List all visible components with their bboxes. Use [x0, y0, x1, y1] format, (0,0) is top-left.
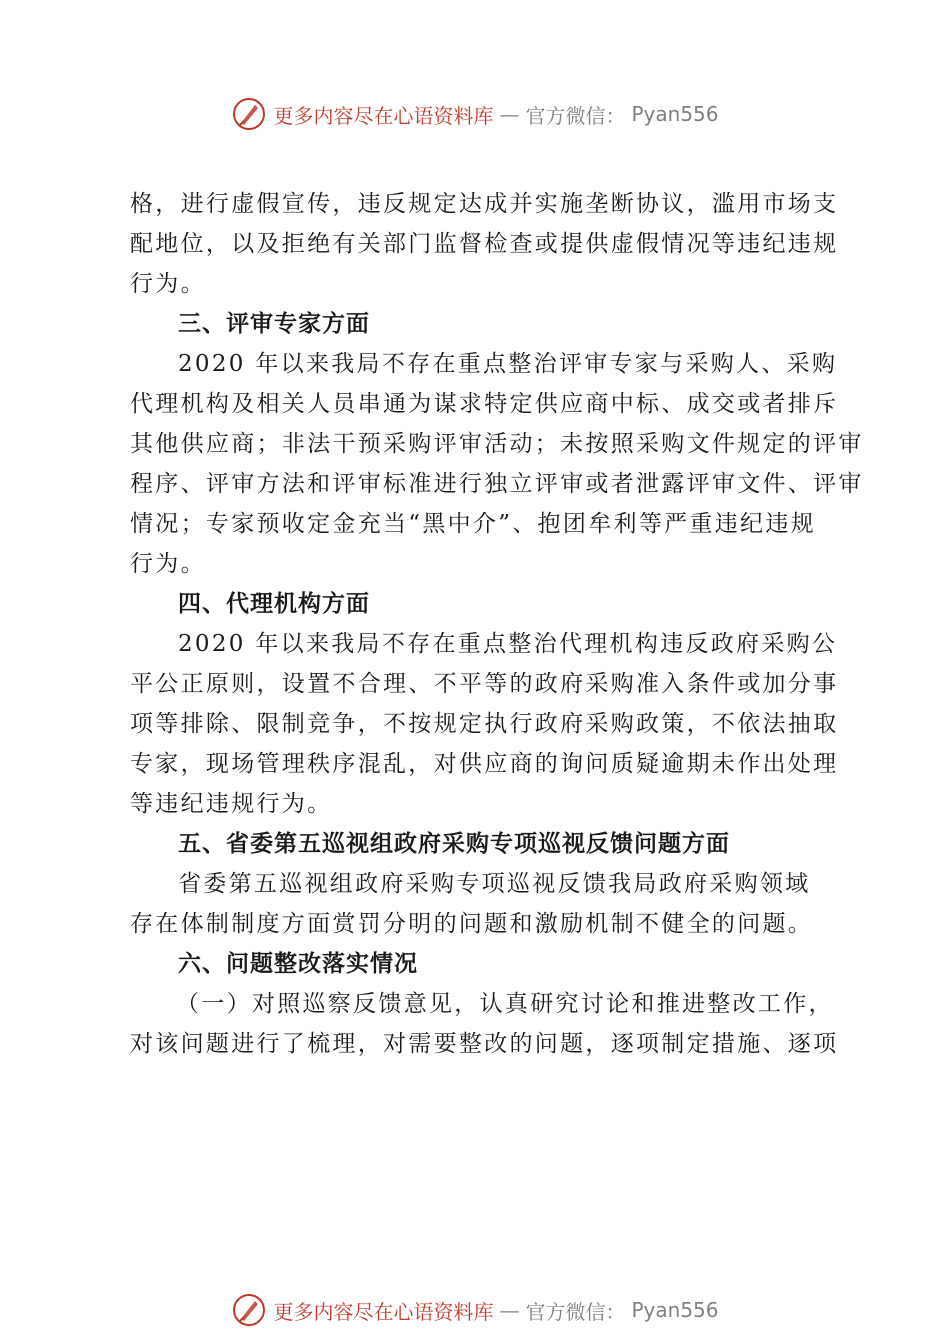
header-watermark-banner: [0, 92, 950, 136]
banner-separator: —: [499, 1298, 520, 1322]
paragraph-line: 省委第五巡视组政府采购专项巡视反馈我局政府采购领域: [178, 871, 811, 897]
feather-pen-icon: [231, 1292, 267, 1328]
banner-separator: —: [499, 102, 520, 126]
section-heading-6: 六、问题整改落实情况: [178, 951, 418, 977]
banner-wechat-id: Pyan556: [631, 102, 719, 126]
paragraph-line: 程序、评审方法和评审标准进行独立评审或者泄露评审文件、评审: [130, 471, 864, 497]
paragraph-line: 对该问题进行了梳理，对需要整改的问题，逐项制定措施、逐项: [130, 1031, 839, 1057]
banner-wechat-id: Pyan556: [631, 1298, 719, 1322]
paragraph-line: 其他供应商；非法干预采购评审活动；未按照采购文件规定的评审: [130, 431, 864, 457]
paragraph-line: 存在体制制度方面赏罚分明的问题和激励机制不健全的问题。: [130, 911, 814, 937]
document-body: [130, 184, 864, 1064]
paragraph-line: （一）对照巡察反馈意见，认真研究讨论和推进整改工作，: [176, 991, 834, 1017]
paragraph-line: 等违纪违规行为。: [130, 791, 333, 817]
paragraph-line: 2020 年以来我局不存在重点整治评审专家与采购人、采购: [178, 351, 838, 377]
section-heading-5: 五、省委第五巡视组政府采购专项巡视反馈问题方面: [178, 831, 730, 857]
section-heading-3: 三、评审专家方面: [178, 311, 370, 337]
paragraph-line: 行为。: [130, 551, 206, 577]
paragraph-line: 专家，现场管理秩序混乱，对供应商的询问质疑逾期未作出处理: [130, 751, 839, 777]
paragraph-line: 代理机构及相关人员串通为谋求特定供应商中标、成交或者排斥: [130, 391, 839, 417]
banner-official-label: 官方微信：: [525, 1299, 626, 1324]
paragraph-line: 配地位，以及拒绝有关部门监督检查或提供虚假情况等违纪违规: [130, 231, 839, 257]
paragraph-line: 情况；专家预收定金充当“黑中介”、抱团牟利等严重违纪违规: [130, 511, 816, 537]
paragraph-line: 项等排除、限制竞争，不按规定执行政府采购政策，不依法抽取: [130, 711, 839, 737]
banner-brand-text: 更多内容尽在心语资料库: [273, 1299, 494, 1324]
banner-official-label: 官方微信：: [525, 103, 626, 128]
paragraph-line: 格，进行虚假宣传，违反规定达成并实施垄断协议，滥用市场支: [130, 191, 839, 217]
footer-watermark-banner: [0, 1288, 950, 1332]
section-heading-4: 四、代理机构方面: [178, 591, 370, 617]
paragraph-line: 平公正原则，设置不合理、不平等的政府采购准入条件或加分事: [130, 671, 839, 697]
feather-pen-icon: [231, 96, 267, 132]
paragraph-line: 2020 年以来我局不存在重点整治代理机构违反政府采购公: [178, 631, 838, 657]
paragraph-line: 行为。: [130, 271, 206, 297]
banner-brand-text: 更多内容尽在心语资料库: [273, 103, 494, 128]
